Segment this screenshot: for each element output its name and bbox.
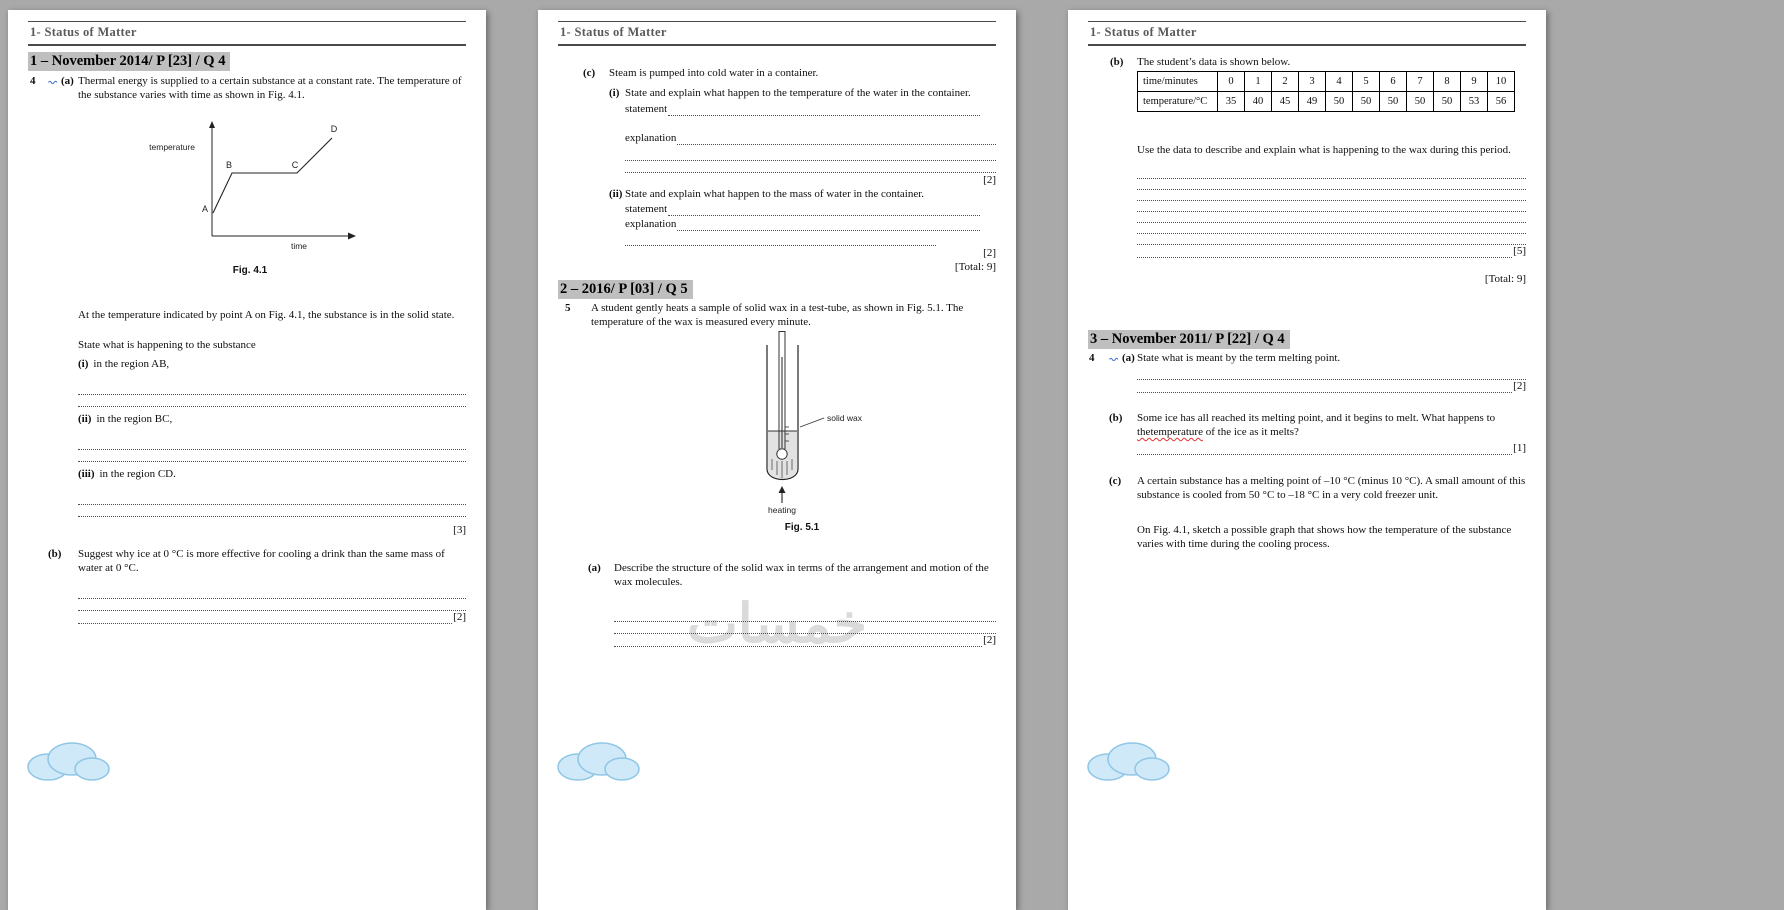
part-a-label: (a) [61, 75, 74, 87]
part-a-label: (a) [1122, 352, 1135, 364]
answer-area [625, 234, 936, 246]
marks: [2] [983, 174, 996, 186]
answer-area [625, 149, 996, 173]
answer-line [1137, 382, 1512, 393]
page-3-content [1068, 21, 1546, 551]
question-4a [1088, 351, 1526, 365]
thermometer-bulb [777, 449, 787, 459]
sub-question-c-i-label: (i) [609, 87, 620, 99]
test-tube-diagram [697, 331, 907, 515]
marks: [2] [1513, 380, 1526, 392]
question-2-heading [558, 280, 996, 299]
answer-line [78, 450, 466, 462]
question-2-title: 2 – 2016/ P [03] / Q 5 [558, 280, 693, 299]
heating-curve [213, 138, 332, 213]
table-cell: 5 [1353, 72, 1380, 92]
answer-line-with-marks [614, 634, 996, 647]
question-4b [1088, 411, 1526, 439]
sub-question-i-text: in the region AB, [93, 358, 170, 370]
sub-question-i [78, 357, 466, 371]
part-c-label: (c) [1109, 475, 1122, 487]
state-prompt: State what is happening to the substance [78, 339, 256, 351]
answer-line [78, 383, 466, 395]
marks: [1] [1513, 442, 1526, 454]
answer-line [78, 493, 466, 505]
page-3 [1068, 10, 1546, 910]
answer-line [78, 612, 452, 624]
part-b-label: (b) [1110, 56, 1124, 68]
answer-line [78, 438, 466, 450]
marks: [2] [983, 634, 996, 646]
answer-line [668, 104, 980, 116]
sub-question-iii-text: in the region CD. [99, 468, 176, 480]
table-cell: 50 [1326, 92, 1353, 112]
answer-line [1137, 369, 1526, 380]
table-cell: 45 [1272, 92, 1299, 112]
answer-area [1137, 442, 1526, 455]
question-5-intro [558, 301, 996, 329]
answer-line [1137, 179, 1526, 190]
sub-question-ii-label: (ii) [78, 413, 92, 425]
page-2-content [538, 21, 1016, 647]
answer-area [78, 438, 466, 462]
answer-line [614, 635, 982, 647]
misspelled-word: thetemperature [1137, 426, 1203, 438]
table-cell: 2 [1272, 72, 1299, 92]
question-text [1137, 411, 1526, 439]
answer-line-with-marks [1137, 442, 1526, 455]
figure-caption: Fig. 4.1 [232, 265, 268, 276]
answer-line [668, 204, 980, 216]
empty-cell [1089, 474, 1109, 502]
cloud-watermark-icon [24, 737, 112, 783]
table-cell: 7 [1407, 72, 1434, 92]
answer-line [625, 149, 996, 161]
answer-line [1137, 234, 1526, 245]
table-row [1138, 72, 1515, 92]
explanation-label: explanation [625, 132, 677, 144]
question-3-title: 3 – November 2011/ P [22] / Q 4 [1088, 330, 1290, 349]
answer-area [614, 610, 996, 647]
answer-area [1137, 369, 1526, 393]
question-text: Thermal energy is supplied to a certain substance at a constant rate. The temperature of the substance varies with time as shown in Fig. 4.1. [78, 75, 462, 101]
part-a-label-cell [48, 74, 78, 102]
empty-cell [1089, 411, 1109, 439]
heating-label: heating [768, 505, 796, 515]
answer-area [1137, 168, 1526, 258]
question-4c [558, 66, 996, 80]
statement-label: statement [625, 203, 668, 215]
cloud-watermark-icon [554, 737, 642, 783]
table-cell: time/minutes [1138, 72, 1218, 92]
answer-area [78, 587, 466, 624]
page-header [558, 21, 996, 46]
answer-line [1137, 223, 1526, 234]
answer-line-with-marks [1137, 245, 1526, 258]
answer-area [78, 493, 466, 517]
temperature-time-graph [135, 120, 365, 252]
answer-line [1137, 247, 1512, 258]
marks: [5] [1513, 245, 1526, 257]
answer-line [78, 395, 466, 407]
page-2 [538, 10, 1016, 910]
table-row [1138, 92, 1515, 112]
table-cell: temperature/°C [1138, 92, 1218, 112]
answer-line [677, 219, 980, 231]
graph-point-b: B [225, 160, 233, 170]
table-cell: 49 [1299, 92, 1326, 112]
table-cell: 6 [1380, 72, 1407, 92]
watermark-text: خمسات [686, 594, 868, 654]
table-cell: 1 [1245, 72, 1272, 92]
sub-question-c-ii-label: (ii) [609, 188, 623, 200]
question-text: Use the data to describe and explain what is happening to the wax during this period. [1137, 144, 1511, 156]
table-cell: 0 [1218, 72, 1245, 92]
graph-point-d: D [330, 124, 338, 134]
answer-line-with-marks [78, 611, 466, 624]
table-cell: 10 [1488, 72, 1515, 92]
part-b-label: (b) [1109, 412, 1123, 424]
sub-question-iii-label: (iii) [78, 468, 95, 480]
question-text-post: of the ice as it melts? [1202, 426, 1299, 438]
question-text: Describe the structure of the solid wax in terms of the arrangement and motion of the wax molecules. [614, 562, 989, 588]
question-number: 4 [1089, 352, 1095, 364]
grammar-squiggle-icon [1109, 357, 1120, 361]
question-4c [1088, 474, 1526, 502]
solid-state-paragraph: At the temperature indicated by point A on Fig. 4.1, the substance is in the solid state. [78, 309, 455, 321]
question-number: 5 [565, 302, 571, 314]
question-text: The student’s data is shown below. [1137, 56, 1291, 68]
question-5b [1088, 55, 1526, 69]
part-a-label: (a) [588, 562, 601, 574]
table-cell: 4 [1326, 72, 1353, 92]
figure-caption: Fig. 5.1 [784, 522, 820, 533]
question-number: 4 [30, 75, 36, 87]
page-header-title: 1- Status of Matter [1090, 25, 1197, 39]
label-leader-line [800, 418, 824, 427]
table-cell: 53 [1461, 92, 1488, 112]
table-cell: 50 [1380, 92, 1407, 112]
data-table [1137, 71, 1515, 112]
answer-line [78, 599, 466, 611]
sub-question-i-label: (i) [78, 358, 89, 370]
graph-point-c: C [291, 160, 299, 170]
solid-wax-label: solid wax [827, 413, 862, 423]
table-cell: 9 [1461, 72, 1488, 92]
answer-area [78, 383, 466, 407]
answer-line [614, 622, 996, 634]
question-text: A certain substance has a melting point of –10 °C (minus 10 °C). A small amount of this substance is cooled from 50 °C to –18 °C in a very cold freezer unit. [1137, 475, 1526, 501]
grammar-squiggle-icon [48, 80, 59, 84]
figure-4-1 [135, 120, 365, 278]
answer-line [1137, 444, 1512, 455]
table-cell: 50 [1407, 92, 1434, 112]
answer-line-with-marks [1137, 380, 1526, 393]
question-text-pre: Some ice has all reached its melting point, and it begins to melt. What happens to [1137, 412, 1496, 424]
empty-cell [30, 547, 48, 575]
sub-question-c-i [558, 86, 996, 100]
question-text: State and explain what happen to the temperature of the water in the container. [625, 87, 971, 99]
table-cell: 56 [1488, 92, 1515, 112]
question-1-heading [28, 52, 466, 71]
answer-line [1137, 212, 1526, 223]
question-1-title: 1 – November 2014/ P [23] / Q 4 [28, 52, 230, 71]
statement-line [625, 102, 980, 116]
table-cell: 3 [1299, 72, 1326, 92]
question-text: Suggest why ice at 0 °C is more effective for cooling a drink than the same mass of water at 0 °C. [78, 548, 445, 574]
page-header [28, 21, 466, 46]
explanation-line [625, 217, 980, 231]
answer-line [677, 133, 996, 145]
graph-xlabel: time [290, 241, 308, 251]
answer-line [1137, 168, 1526, 179]
total-marks: [Total: 9] [1484, 273, 1526, 285]
table-cell: 50 [1353, 92, 1380, 112]
question-text: A student gently heats a sample of solid wax in a test-tube, as shown in Fig. 5.1. The temperature of the wax is measured every minute. [591, 302, 964, 328]
sub-question-ii-text: in the region BC, [96, 413, 173, 425]
question-text: State what is meant by the term melting point. [1137, 352, 1341, 364]
table-cell: 35 [1218, 92, 1245, 112]
question-text: State and explain what happen to the mass of water in the container. [625, 188, 925, 200]
answer-line [78, 505, 466, 517]
page-header [1088, 21, 1526, 46]
part-b-label: (b) [48, 548, 62, 560]
page-1-content [8, 21, 486, 624]
statement-label: statement [625, 103, 668, 115]
x-axis-arrow [348, 233, 356, 240]
statement-line [625, 202, 980, 216]
table-cell: 50 [1434, 92, 1461, 112]
answer-line [625, 234, 936, 246]
question-4b [28, 547, 466, 575]
marks: [2] [983, 247, 996, 259]
question-text: On Fig. 4.1, sketch a possible graph that shows how the temperature of the substance varies with time during the cooling process. [1137, 524, 1512, 550]
cloud-watermark-icon [1084, 737, 1172, 783]
sub-question-ii [78, 412, 466, 426]
marks: [3] [453, 524, 466, 536]
question-3-heading [1088, 330, 1526, 349]
question-5a [558, 561, 996, 589]
graph-ylabel: temperature [149, 142, 195, 152]
answer-line [78, 587, 466, 599]
answer-line [1137, 190, 1526, 201]
total-marks: [Total: 9] [954, 261, 996, 273]
answer-line [614, 610, 996, 622]
marks: [2] [453, 611, 466, 623]
page-header-title: 1- Status of Matter [30, 25, 137, 39]
explanation-label: explanation [625, 218, 677, 230]
page-1 [8, 10, 486, 910]
sub-question-iii [78, 467, 466, 481]
part-c-label: (c) [583, 67, 596, 79]
table-cell: 40 [1245, 92, 1272, 112]
question-text: Steam is pumped into cold water in a container. [609, 67, 819, 79]
answer-line [1137, 201, 1526, 212]
sub-question-c-ii [558, 187, 996, 201]
graph-point-a: A [201, 204, 208, 214]
figure-5-1 [697, 331, 907, 535]
table-cell: 8 [1434, 72, 1461, 92]
page-header-title: 1- Status of Matter [560, 25, 667, 39]
explanation-line [625, 131, 996, 145]
question-4a [28, 74, 466, 102]
part-a-label-cell [1109, 351, 1137, 365]
answer-line [625, 161, 996, 173]
heating-arrow-head [779, 486, 786, 493]
